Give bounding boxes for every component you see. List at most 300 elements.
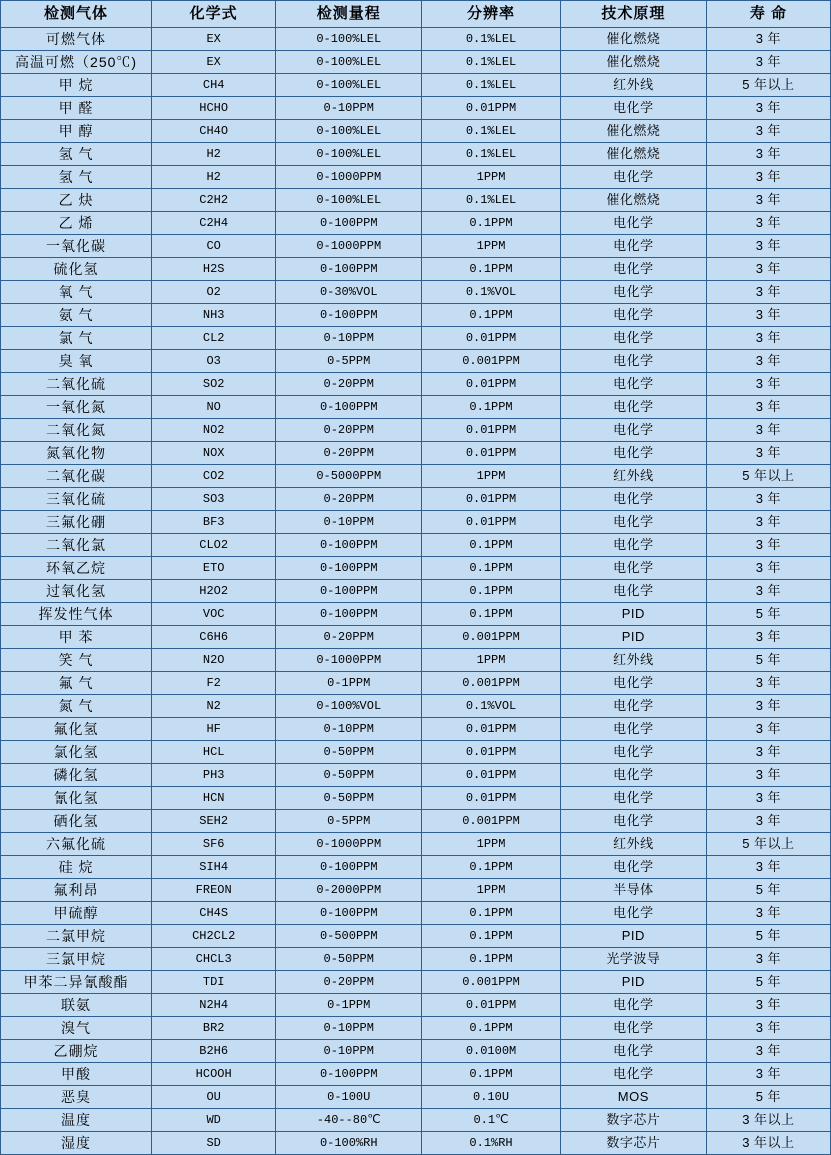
cell-measuring-range: 0-1000PPM <box>276 833 422 856</box>
cell-measuring-range: 0-100PPM <box>276 902 422 925</box>
cell-gas-name: 二氧化硫 <box>1 373 152 396</box>
cell-gas-name: 氧 气 <box>1 281 152 304</box>
cell-lifespan: 3 年 <box>706 718 830 741</box>
cell-resolution: 1PPM <box>422 465 561 488</box>
cell-technology: 红外线 <box>560 833 706 856</box>
cell-technology: 电化学 <box>560 166 706 189</box>
cell-lifespan: 3 年 <box>706 580 830 603</box>
table-row <box>1 120 831 143</box>
cell-chemical-formula: CH4S <box>152 902 276 925</box>
cell-chemical-formula: CHCL3 <box>152 948 276 971</box>
cell-measuring-range: 0-5PPM <box>276 350 422 373</box>
cell-measuring-range: 0-20PPM <box>276 488 422 511</box>
cell-chemical-formula: WD <box>152 1109 276 1132</box>
cell-measuring-range: 0-100PPM <box>276 580 422 603</box>
cell-measuring-range: 0-10PPM <box>276 1017 422 1040</box>
cell-measuring-range: 0-50PPM <box>276 764 422 787</box>
cell-technology: 电化学 <box>560 672 706 695</box>
cell-chemical-formula: CO <box>152 235 276 258</box>
cell-technology: 数字芯片 <box>560 1109 706 1132</box>
cell-measuring-range: 0-1000PPM <box>276 235 422 258</box>
cell-technology: 电化学 <box>560 994 706 1017</box>
cell-technology: 催化燃烧 <box>560 51 706 74</box>
cell-technology: PID <box>560 971 706 994</box>
cell-gas-name: 高温可燃（250℃) <box>1 51 152 74</box>
cell-lifespan: 3 年 <box>706 1017 830 1040</box>
cell-gas-name: 甲 烷 <box>1 74 152 97</box>
cell-gas-name: 氢 气 <box>1 166 152 189</box>
cell-technology: 红外线 <box>560 465 706 488</box>
cell-chemical-formula: C2H4 <box>152 212 276 235</box>
cell-chemical-formula: N2 <box>152 695 276 718</box>
cell-resolution: 0.1%VOL <box>422 695 561 718</box>
cell-gas-name: 氟化氢 <box>1 718 152 741</box>
cell-measuring-range: 0-10PPM <box>276 718 422 741</box>
cell-resolution: 0.01PPM <box>422 97 561 120</box>
cell-measuring-range: 0-100PPM <box>276 1063 422 1086</box>
cell-resolution: 0.001PPM <box>422 626 561 649</box>
cell-lifespan: 3 年 <box>706 373 830 396</box>
cell-resolution: 0.1PPM <box>422 1017 561 1040</box>
cell-chemical-formula: OU <box>152 1086 276 1109</box>
cell-lifespan: 3 年 <box>706 810 830 833</box>
cell-chemical-formula: ETO <box>152 557 276 580</box>
table-header-row <box>1 1 831 28</box>
cell-chemical-formula: N2H4 <box>152 994 276 1017</box>
table-row <box>1 488 831 511</box>
cell-measuring-range: 0-100%LEL <box>276 51 422 74</box>
cell-measuring-range: 0-100%LEL <box>276 143 422 166</box>
table-row <box>1 718 831 741</box>
cell-lifespan: 3 年 <box>706 235 830 258</box>
cell-lifespan: 3 年 <box>706 442 830 465</box>
table-row <box>1 902 831 925</box>
cell-resolution: 0.1PPM <box>422 258 561 281</box>
cell-gas-name: 一氧化碳 <box>1 235 152 258</box>
cell-technology: 电化学 <box>560 304 706 327</box>
table-row <box>1 580 831 603</box>
cell-chemical-formula: H2 <box>152 143 276 166</box>
table-row <box>1 994 831 1017</box>
column-header-measuring-range: 检测量程 <box>276 1 422 28</box>
cell-lifespan: 5 年 <box>706 603 830 626</box>
cell-chemical-formula: BF3 <box>152 511 276 534</box>
table-row <box>1 603 831 626</box>
cell-gas-name: 磷化氢 <box>1 764 152 787</box>
cell-gas-name: 氟利昂 <box>1 879 152 902</box>
cell-chemical-formula: HF <box>152 718 276 741</box>
table-row <box>1 1086 831 1109</box>
cell-technology: 电化学 <box>560 856 706 879</box>
cell-lifespan: 5 年以上 <box>706 465 830 488</box>
column-header-resolution: 分辨率 <box>422 1 561 28</box>
cell-lifespan: 5 年 <box>706 649 830 672</box>
cell-technology: 电化学 <box>560 396 706 419</box>
cell-gas-name: 甲硫醇 <box>1 902 152 925</box>
table-row <box>1 327 831 350</box>
table-row <box>1 396 831 419</box>
cell-measuring-range: 0-20PPM <box>276 971 422 994</box>
cell-lifespan: 3 年 <box>706 281 830 304</box>
cell-resolution: 0.1%LEL <box>422 51 561 74</box>
cell-gas-name: 乙 烯 <box>1 212 152 235</box>
cell-technology: 电化学 <box>560 350 706 373</box>
cell-lifespan: 3 年 <box>706 856 830 879</box>
cell-measuring-range: 0-100U <box>276 1086 422 1109</box>
cell-measuring-range: 0-5000PPM <box>276 465 422 488</box>
table-row <box>1 511 831 534</box>
table-row <box>1 695 831 718</box>
cell-measuring-range: 0-20PPM <box>276 419 422 442</box>
table-row <box>1 419 831 442</box>
cell-gas-name: 二氧化氯 <box>1 534 152 557</box>
cell-chemical-formula: H2O2 <box>152 580 276 603</box>
cell-lifespan: 5 年以上 <box>706 74 830 97</box>
cell-gas-name: 可燃气体 <box>1 28 152 51</box>
table-row <box>1 879 831 902</box>
cell-resolution: 0.1PPM <box>422 925 561 948</box>
cell-technology: 电化学 <box>560 1063 706 1086</box>
cell-chemical-formula: HCOOH <box>152 1063 276 1086</box>
cell-lifespan: 3 年 <box>706 396 830 419</box>
cell-lifespan: 3 年 <box>706 166 830 189</box>
cell-lifespan: 3 年 <box>706 1040 830 1063</box>
cell-technology: 电化学 <box>560 511 706 534</box>
cell-technology: 电化学 <box>560 1017 706 1040</box>
cell-measuring-range: 0-100PPM <box>276 304 422 327</box>
cell-technology: 电化学 <box>560 718 706 741</box>
cell-gas-name: 氨 气 <box>1 304 152 327</box>
cell-measuring-range: 0-100PPM <box>276 396 422 419</box>
cell-technology: 电化学 <box>560 902 706 925</box>
table-row <box>1 1040 831 1063</box>
cell-gas-name: 联氨 <box>1 994 152 1017</box>
cell-chemical-formula: EX <box>152 51 276 74</box>
cell-lifespan: 3 年 <box>706 350 830 373</box>
table-body <box>1 28 831 1155</box>
table-row <box>1 28 831 51</box>
cell-chemical-formula: SO3 <box>152 488 276 511</box>
table-row <box>1 557 831 580</box>
cell-technology: 电化学 <box>560 810 706 833</box>
cell-resolution: 0.01PPM <box>422 419 561 442</box>
cell-gas-name: 温度 <box>1 1109 152 1132</box>
cell-measuring-range: 0-100%LEL <box>276 189 422 212</box>
cell-measuring-range: 0-2000PPM <box>276 879 422 902</box>
cell-lifespan: 3 年 <box>706 51 830 74</box>
cell-chemical-formula: SD <box>152 1132 276 1155</box>
cell-measuring-range: 0-100PPM <box>276 534 422 557</box>
cell-measuring-range: 0-500PPM <box>276 925 422 948</box>
cell-gas-name: 氮氧化物 <box>1 442 152 465</box>
cell-measuring-range: 0-50PPM <box>276 741 422 764</box>
cell-chemical-formula: HCN <box>152 787 276 810</box>
cell-chemical-formula: EX <box>152 28 276 51</box>
cell-gas-name: 三氟化硼 <box>1 511 152 534</box>
table-row <box>1 235 831 258</box>
cell-resolution: 0.1PPM <box>422 557 561 580</box>
cell-chemical-formula: C2H2 <box>152 189 276 212</box>
cell-measuring-range: 0-1PPM <box>276 994 422 1017</box>
cell-chemical-formula: SO2 <box>152 373 276 396</box>
cell-gas-name: 氯化氢 <box>1 741 152 764</box>
table-row <box>1 97 831 120</box>
cell-gas-name: 氮 气 <box>1 695 152 718</box>
column-header-lifespan: 寿 命 <box>706 1 830 28</box>
cell-technology: 催化燃烧 <box>560 120 706 143</box>
cell-lifespan: 3 年 <box>706 120 830 143</box>
cell-measuring-range: 0-1000PPM <box>276 166 422 189</box>
table-row <box>1 971 831 994</box>
table-row <box>1 534 831 557</box>
cell-lifespan: 3 年 <box>706 143 830 166</box>
cell-chemical-formula: VOC <box>152 603 276 626</box>
table-row <box>1 1132 831 1155</box>
cell-chemical-formula: NO <box>152 396 276 419</box>
cell-measuring-range: 0-100%LEL <box>276 120 422 143</box>
cell-gas-name: 乙硼烷 <box>1 1040 152 1063</box>
cell-chemical-formula: NOX <box>152 442 276 465</box>
cell-chemical-formula: O2 <box>152 281 276 304</box>
cell-gas-name: 臭 氧 <box>1 350 152 373</box>
cell-resolution: 0.1PPM <box>422 212 561 235</box>
cell-resolution: 1PPM <box>422 879 561 902</box>
table-row <box>1 281 831 304</box>
cell-technology: 电化学 <box>560 212 706 235</box>
cell-gas-name: 三氯甲烷 <box>1 948 152 971</box>
cell-lifespan: 3 年 <box>706 419 830 442</box>
cell-gas-name: 过氧化氢 <box>1 580 152 603</box>
cell-chemical-formula: B2H6 <box>152 1040 276 1063</box>
cell-technology: 电化学 <box>560 327 706 350</box>
cell-lifespan: 3 年 <box>706 741 830 764</box>
cell-lifespan: 3 年 <box>706 695 830 718</box>
cell-gas-name: 一氧化氮 <box>1 396 152 419</box>
cell-chemical-formula: CH4O <box>152 120 276 143</box>
cell-lifespan: 3 年 <box>706 902 830 925</box>
table-row <box>1 787 831 810</box>
cell-technology: 电化学 <box>560 281 706 304</box>
cell-lifespan: 3 年 <box>706 764 830 787</box>
cell-measuring-range: 0-10PPM <box>276 1040 422 1063</box>
cell-resolution: 0.01PPM <box>422 327 561 350</box>
cell-measuring-range: -40--80℃ <box>276 1109 422 1132</box>
cell-technology: 催化燃烧 <box>560 189 706 212</box>
cell-gas-name: 二氧化碳 <box>1 465 152 488</box>
cell-lifespan: 3 年 <box>706 994 830 1017</box>
cell-resolution: 0.1%RH <box>422 1132 561 1155</box>
cell-resolution: 0.1PPM <box>422 1063 561 1086</box>
cell-resolution: 0.1%LEL <box>422 74 561 97</box>
cell-chemical-formula: F2 <box>152 672 276 695</box>
cell-resolution: 0.01PPM <box>422 718 561 741</box>
cell-technology: 红外线 <box>560 649 706 672</box>
cell-resolution: 1PPM <box>422 833 561 856</box>
cell-technology: 电化学 <box>560 442 706 465</box>
cell-resolution: 0.1℃ <box>422 1109 561 1132</box>
cell-lifespan: 3 年 <box>706 189 830 212</box>
cell-chemical-formula: SEH2 <box>152 810 276 833</box>
cell-gas-name: 六氟化硫 <box>1 833 152 856</box>
cell-gas-name: 恶臭 <box>1 1086 152 1109</box>
cell-resolution: 0.01PPM <box>422 442 561 465</box>
cell-resolution: 1PPM <box>422 235 561 258</box>
cell-technology: 光学波导 <box>560 948 706 971</box>
cell-lifespan: 3 年 <box>706 28 830 51</box>
cell-gas-name: 甲酸 <box>1 1063 152 1086</box>
cell-lifespan: 5 年 <box>706 1086 830 1109</box>
cell-lifespan: 3 年 <box>706 534 830 557</box>
cell-measuring-range: 0-20PPM <box>276 442 422 465</box>
cell-chemical-formula: CH4 <box>152 74 276 97</box>
cell-chemical-formula: CL2 <box>152 327 276 350</box>
cell-chemical-formula: BR2 <box>152 1017 276 1040</box>
table-row <box>1 741 831 764</box>
cell-resolution: 1PPM <box>422 166 561 189</box>
table-row <box>1 856 831 879</box>
cell-chemical-formula: TDI <box>152 971 276 994</box>
cell-resolution: 0.001PPM <box>422 971 561 994</box>
cell-lifespan: 5 年 <box>706 925 830 948</box>
cell-chemical-formula: CO2 <box>152 465 276 488</box>
cell-lifespan: 3 年 <box>706 327 830 350</box>
cell-resolution: 0.1%LEL <box>422 120 561 143</box>
cell-lifespan: 3 年 <box>706 511 830 534</box>
table-row <box>1 764 831 787</box>
cell-resolution: 0.1PPM <box>422 603 561 626</box>
cell-measuring-range: 0-20PPM <box>276 626 422 649</box>
cell-measuring-range: 0-30%VOL <box>276 281 422 304</box>
cell-resolution: 0.10U <box>422 1086 561 1109</box>
cell-resolution: 0.01PPM <box>422 511 561 534</box>
cell-lifespan: 3 年以上 <box>706 1132 830 1155</box>
table-row <box>1 1109 831 1132</box>
table-row <box>1 1017 831 1040</box>
cell-technology: MOS <box>560 1086 706 1109</box>
cell-resolution: 0.001PPM <box>422 810 561 833</box>
table-row <box>1 626 831 649</box>
cell-chemical-formula: H2 <box>152 166 276 189</box>
cell-gas-name: 硫化氢 <box>1 258 152 281</box>
table-row <box>1 166 831 189</box>
cell-resolution: 0.01PPM <box>422 994 561 1017</box>
cell-measuring-range: 0-100%LEL <box>276 28 422 51</box>
cell-resolution: 0.1%LEL <box>422 189 561 212</box>
cell-technology: PID <box>560 626 706 649</box>
table-row <box>1 189 831 212</box>
table-row <box>1 925 831 948</box>
cell-gas-name: 硅 烷 <box>1 856 152 879</box>
cell-resolution: 0.01PPM <box>422 764 561 787</box>
cell-resolution: 0.01PPM <box>422 488 561 511</box>
cell-resolution: 0.1%VOL <box>422 281 561 304</box>
cell-measuring-range: 0-100%VOL <box>276 695 422 718</box>
cell-technology: 电化学 <box>560 1040 706 1063</box>
cell-gas-name: 甲 醛 <box>1 97 152 120</box>
cell-technology: 催化燃烧 <box>560 28 706 51</box>
table-row <box>1 465 831 488</box>
cell-technology: 电化学 <box>560 764 706 787</box>
cell-gas-name: 三氧化硫 <box>1 488 152 511</box>
cell-measuring-range: 0-1PPM <box>276 672 422 695</box>
cell-measuring-range: 0-100PPM <box>276 603 422 626</box>
cell-lifespan: 5 年 <box>706 971 830 994</box>
cell-resolution: 0.1PPM <box>422 580 561 603</box>
table-row <box>1 143 831 166</box>
cell-resolution: 0.1%LEL <box>422 28 561 51</box>
cell-resolution: 0.1PPM <box>422 856 561 879</box>
cell-chemical-formula: O3 <box>152 350 276 373</box>
cell-gas-name: 环氧乙烷 <box>1 557 152 580</box>
cell-gas-name: 笑 气 <box>1 649 152 672</box>
table-row <box>1 1063 831 1086</box>
table-row <box>1 74 831 97</box>
cell-technology: 电化学 <box>560 488 706 511</box>
cell-resolution: 0.01PPM <box>422 373 561 396</box>
cell-technology: 电化学 <box>560 373 706 396</box>
table-row <box>1 833 831 856</box>
cell-gas-name: 二氯甲烷 <box>1 925 152 948</box>
cell-chemical-formula: NO2 <box>152 419 276 442</box>
table-row <box>1 672 831 695</box>
cell-measuring-range: 0-20PPM <box>276 373 422 396</box>
table-row <box>1 810 831 833</box>
cell-chemical-formula: H2S <box>152 258 276 281</box>
table-row <box>1 258 831 281</box>
table-row <box>1 373 831 396</box>
cell-lifespan: 3 年 <box>706 97 830 120</box>
column-header-gas-name: 检测气体 <box>1 1 152 28</box>
cell-chemical-formula: CLO2 <box>152 534 276 557</box>
cell-lifespan: 3 年 <box>706 626 830 649</box>
cell-lifespan: 3 年 <box>706 787 830 810</box>
cell-technology: 半导体 <box>560 879 706 902</box>
cell-technology: 电化学 <box>560 97 706 120</box>
cell-resolution: 0.1PPM <box>422 948 561 971</box>
cell-technology: 数字芯片 <box>560 1132 706 1155</box>
cell-technology: 电化学 <box>560 557 706 580</box>
cell-chemical-formula: HCL <box>152 741 276 764</box>
cell-measuring-range: 0-10PPM <box>276 97 422 120</box>
table-row <box>1 649 831 672</box>
table-header <box>1 1 831 28</box>
table-row <box>1 51 831 74</box>
cell-measuring-range: 0-100PPM <box>276 856 422 879</box>
cell-chemical-formula: CH2CL2 <box>152 925 276 948</box>
cell-resolution: 0.001PPM <box>422 672 561 695</box>
column-header-technology: 技术原理 <box>560 1 706 28</box>
cell-measuring-range: 0-50PPM <box>276 787 422 810</box>
cell-chemical-formula: NH3 <box>152 304 276 327</box>
cell-technology: 电化学 <box>560 787 706 810</box>
cell-resolution: 0.1PPM <box>422 396 561 419</box>
cell-technology: 红外线 <box>560 74 706 97</box>
cell-measuring-range: 0-100PPM <box>276 557 422 580</box>
cell-lifespan: 3 年 <box>706 557 830 580</box>
cell-chemical-formula: N2O <box>152 649 276 672</box>
cell-lifespan: 5 年 <box>706 879 830 902</box>
cell-resolution: 0.01PPM <box>422 787 561 810</box>
cell-technology: 电化学 <box>560 235 706 258</box>
cell-lifespan: 3 年 <box>706 672 830 695</box>
cell-technology: 电化学 <box>560 741 706 764</box>
cell-technology: 电化学 <box>560 419 706 442</box>
column-header-chemical-formula: 化学式 <box>152 1 276 28</box>
cell-gas-name: 氢 气 <box>1 143 152 166</box>
cell-gas-name: 硒化氢 <box>1 810 152 833</box>
cell-gas-name: 溴气 <box>1 1017 152 1040</box>
cell-resolution: 0.0100M <box>422 1040 561 1063</box>
